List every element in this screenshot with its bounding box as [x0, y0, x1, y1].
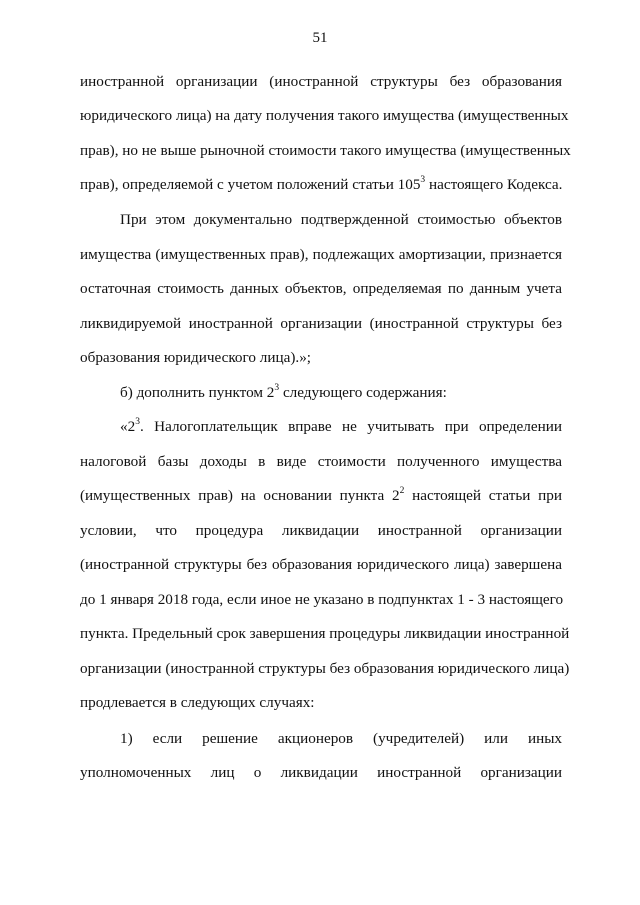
superscript: 2	[399, 485, 405, 496]
text-line: организации (иностранной структуры без образования юридического лица)	[80, 660, 570, 677]
superscript: 3	[274, 382, 280, 393]
text-line: юридического лица) на дату получения такого имущества (имущественных	[80, 107, 569, 124]
text-line: ликвидируемой иностранной организации (иностранной структуры без	[80, 315, 562, 332]
text-line: остаточная стоимость данных объектов, определяемая по данным учета	[80, 280, 562, 297]
text-line: условии, что процедура ликвидации иностранной организации	[80, 522, 562, 539]
text-line: уполномоченных лиц о ликвидации иностранной организации	[80, 764, 562, 781]
text-line: до 1 января 2018 года, если иное не указано в подпунктах 1 - 3 настоящего	[80, 591, 564, 608]
text-line: (имущественных прав) на основании пункта $2^2$ настоящей статьи при	[80, 485, 563, 504]
text-line: прав), определяемой с учетом положений статьи $105^3$ настоящего Кодекса.	[80, 174, 563, 193]
page-number: 51	[312, 30, 328, 46]
text-line: пункта. Предельный срок завершения процедуры ликвидации иностранной	[80, 625, 570, 642]
text-line: «$2^3$. Налогоплательщик вправе не учитывать при определении	[120, 416, 562, 435]
superscript: 3	[420, 174, 426, 185]
superscript: 3	[135, 416, 140, 427]
text-line: 1) если решение акционеров (учредителей) или иных	[120, 730, 562, 747]
text-line: прав), но не выше рыночной стоимости такого имущества (имущественных	[80, 142, 571, 159]
text-line: образования юридического лица).»;	[80, 349, 312, 366]
text-line: (иностранной структуры без образования юридического лица) завершена	[80, 556, 562, 573]
text-line: продлевается в следующих случаях:	[80, 694, 315, 711]
text-line: имущества (имущественных прав), подлежащих амортизации, признается	[80, 246, 562, 263]
text-line: налоговой базы доходы в виде стоимости полученного имущества	[80, 453, 562, 470]
text-line: иностранной организации (иностранной структуры без образования	[80, 73, 562, 90]
text-line: б) дополнить пунктом $2^3$ следующего содержания:	[120, 382, 447, 401]
text-line: При этом документально подтвержденной стоимостью объектов	[120, 211, 562, 228]
